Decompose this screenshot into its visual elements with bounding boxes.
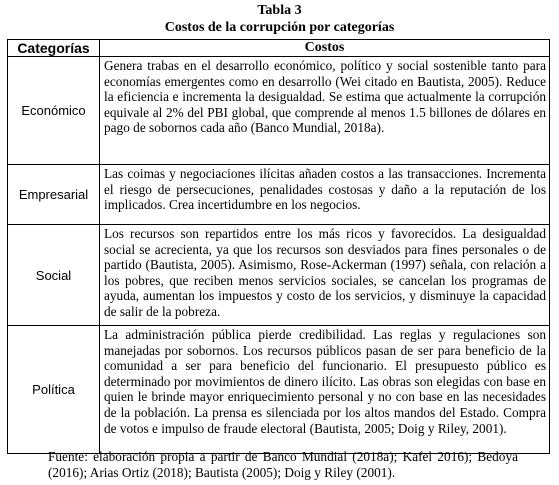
row-category: Económico xyxy=(8,57,100,165)
row-costs: La administración pública pierde credibilidad. Las reglas y regulaciones son manejadas por sobornos. Los recursos públicos pasan de ser para beneficio de la comunidad a ser para beneficio del funcionario. El presupuesto público es determinado por movimientos de dinero ilícito. Las obras son elegidas con base en quien le brinde mayor enriquecimiento personal y no con base en las necesidades de la población. La prensa es silenciada por los altos mandos del Estado. Compra de votos e impulso de fraude electoral (Bautista, 2005; Doig y Riley, 2001). xyxy=(100,326,550,454)
row-category: Política xyxy=(8,326,100,454)
table-row xyxy=(8,165,550,225)
table-source: Fuente: elaboración propia a partir de Banco Mundial (2018a); Kafel 2016); Bedoya (2016); Arias Ortiz (2018); Bautista (2005); Doig y Riley (2001). xyxy=(48,449,518,480)
table-title: Tabla 3 xyxy=(257,3,302,18)
header-categorias: Categorías xyxy=(8,40,100,57)
costs-table xyxy=(7,39,550,454)
row-costs: Las coimas y negociaciones ilícitas añaden costos a las transacciones. Incrementa el riesgo de persecuciones, penalidades costosas y daño a la reputación de los implicados. Crea incertidumbre en los negocios. xyxy=(100,165,550,225)
table-row xyxy=(8,225,550,326)
row-category: Social xyxy=(8,225,100,326)
header-row xyxy=(8,40,550,57)
header-costos: Costos xyxy=(100,40,550,57)
table-row xyxy=(8,57,550,165)
row-category: Empresarial xyxy=(8,165,100,225)
row-costs: Los recursos son repartidos entre los más ricos y favorecidos. La desigualdad social se acrecienta, ya que los recursos son desviados para fines personales o de partido (Bautista, 2005). Asimismo, Rose-Ackerman (1997) señala, con relación a los pobres, que reciben menos servicios sociales, se cancelan los programas de ayuda, aumentan los impuestos y costo de los servicios, y disminuye la capacidad de salir de la pobreza. xyxy=(100,225,550,326)
table-row xyxy=(8,326,550,454)
table-subtitle: Costos de la corrupción por categorías xyxy=(164,20,395,35)
row-costs: Genera trabas en el desarrollo económico, político y social sostenible tanto para economías emergentes como en desarrollo (Wei citado en Bautista, 2005). Reduce la eficiencia e incrementa la desigualdad. Se estima que actualmente la corrupción equivale al 2% del PBI global, que comprende al menos 1.5 billones de dólares en pago de sobornos cada año (Banco Mundial, 2018a). xyxy=(100,57,550,165)
